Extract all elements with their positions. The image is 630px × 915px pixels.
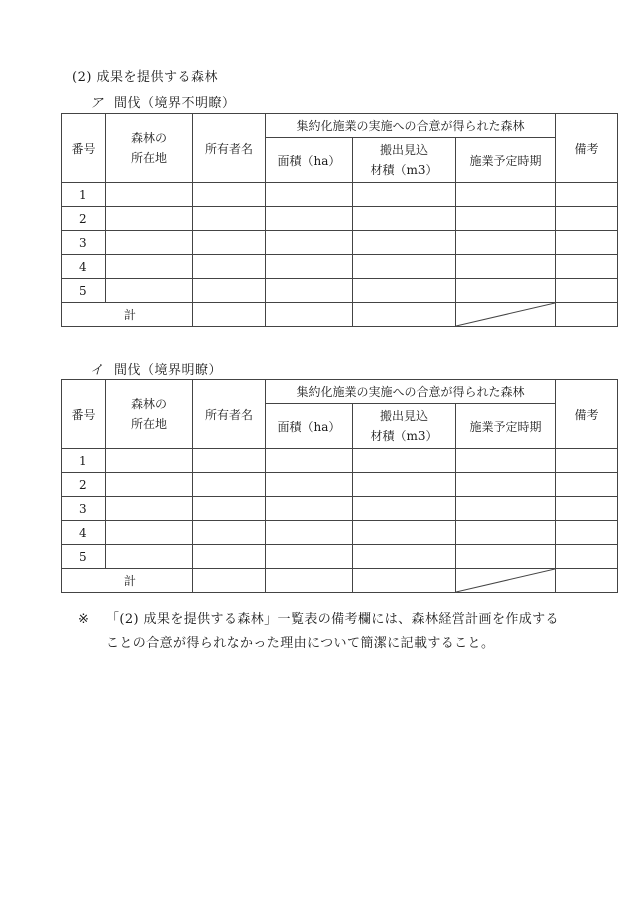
table-row (62, 279, 618, 303)
cell-area[interactable] (266, 449, 353, 473)
cell-schedule[interactable] (456, 545, 556, 569)
cell-schedule[interactable] (456, 521, 556, 545)
cell-volume[interactable] (353, 545, 456, 569)
cell-remarks[interactable] (556, 449, 618, 473)
header-volume-line2: 材積（m3） (370, 429, 438, 443)
cell-volume[interactable] (353, 207, 456, 231)
cell-schedule-crossed (456, 303, 556, 327)
cell-owner[interactable] (193, 473, 266, 497)
table-row (62, 207, 618, 231)
cell-volume[interactable] (353, 497, 456, 521)
header-volume-line2: 材積（m3） (370, 163, 438, 177)
cell-volume[interactable] (353, 255, 456, 279)
table-row (62, 183, 618, 207)
cell-volume[interactable] (353, 231, 456, 255)
header-schedule: 施業予定時期 (456, 404, 556, 449)
subsection-b-letter: イ (90, 363, 104, 378)
cell-remarks[interactable] (556, 231, 618, 255)
footnote-text1: 「(2) 成果を提供する森林」一覧表の備考欄には、森林経営計画を作成する (106, 612, 559, 627)
cell-location[interactable] (106, 473, 193, 497)
table-row (62, 449, 618, 473)
cell-location[interactable] (106, 449, 193, 473)
cell-volume-total[interactable] (353, 569, 456, 593)
cell-schedule[interactable] (456, 473, 556, 497)
cell-remarks-total[interactable] (556, 303, 618, 327)
cell-owner[interactable] (193, 497, 266, 521)
cell-location[interactable] (106, 183, 193, 207)
cell-area[interactable] (266, 279, 353, 303)
table-row (62, 521, 618, 545)
cell-volume[interactable] (353, 279, 456, 303)
cell-volume-total[interactable] (353, 303, 456, 327)
cell-area[interactable] (266, 545, 353, 569)
cell-area[interactable] (266, 521, 353, 545)
cell-owner-total[interactable] (193, 303, 266, 327)
row-number: 2 (62, 473, 106, 497)
header-owner: 所有者名 (193, 380, 266, 449)
cell-owner[interactable] (193, 521, 266, 545)
header-volume-line1: 搬出見込 (379, 143, 428, 157)
total-label: 計 (62, 303, 193, 327)
cell-location[interactable] (106, 521, 193, 545)
header-schedule: 施業予定時期 (456, 138, 556, 183)
cell-remarks-total[interactable] (556, 569, 618, 593)
table-row (62, 497, 618, 521)
header-location-line1: 森林の (130, 397, 167, 411)
cell-owner[interactable] (193, 207, 266, 231)
cell-location[interactable] (106, 207, 193, 231)
row-number: 5 (62, 279, 106, 303)
total-row (62, 569, 618, 593)
cell-remarks[interactable] (556, 279, 618, 303)
header-location-line2: 所在地 (130, 151, 167, 165)
cell-area-total[interactable] (266, 569, 353, 593)
cell-area[interactable] (266, 231, 353, 255)
cell-volume[interactable] (353, 521, 456, 545)
row-number: 2 (62, 207, 106, 231)
cell-schedule[interactable] (456, 183, 556, 207)
total-label: 計 (62, 569, 193, 593)
subsection-b-title (90, 359, 222, 378)
cell-area[interactable] (266, 255, 353, 279)
header-owner: 所有者名 (193, 114, 266, 183)
cell-volume[interactable] (353, 183, 456, 207)
diagonal-strike (456, 569, 555, 592)
cell-schedule[interactable] (456, 207, 556, 231)
cell-owner[interactable] (193, 449, 266, 473)
header-volume (353, 138, 456, 183)
cell-location[interactable] (106, 231, 193, 255)
cell-remarks[interactable] (556, 183, 618, 207)
header-volume (353, 404, 456, 449)
cell-owner[interactable] (193, 183, 266, 207)
cell-remarks[interactable] (556, 521, 618, 545)
cell-location[interactable] (106, 279, 193, 303)
footnote-line2: ことの合意が得られなかった理由について簡潔に記載すること。 (106, 636, 495, 651)
header-location (106, 380, 193, 449)
table-row (62, 231, 618, 255)
row-number: 1 (62, 449, 106, 473)
header-group: 集約化施業の実施への合意が得られた森林 (266, 380, 556, 404)
header-location-line2: 所在地 (130, 417, 167, 431)
header-area: 面積（ha） (266, 138, 353, 183)
header-number: 番号 (62, 380, 106, 449)
footnote (78, 608, 559, 656)
cell-schedule[interactable] (456, 449, 556, 473)
header-group: 集約化施業の実施への合意が得られた森林 (266, 114, 556, 138)
cell-area-total[interactable] (266, 303, 353, 327)
subsection-a-title (90, 92, 236, 111)
note-mark: ※ (78, 612, 90, 627)
cell-area[interactable] (266, 473, 353, 497)
table-row (62, 255, 618, 279)
cell-location[interactable] (106, 497, 193, 521)
cell-remarks[interactable] (556, 255, 618, 279)
cell-remarks[interactable] (556, 545, 618, 569)
total-row (62, 303, 618, 327)
header-volume-line1: 搬出見込 (379, 409, 428, 423)
cell-owner[interactable] (193, 279, 266, 303)
header-remarks: 備考 (556, 380, 618, 449)
row-number: 1 (62, 183, 106, 207)
cell-location[interactable] (106, 255, 193, 279)
row-number: 3 (62, 231, 106, 255)
cell-area[interactable] (266, 183, 353, 207)
cell-area[interactable] (266, 207, 353, 231)
cell-owner[interactable] (193, 545, 266, 569)
table-row (62, 545, 618, 569)
row-number: 4 (62, 255, 106, 279)
forest-table-clear-boundary (61, 379, 618, 593)
cell-schedule[interactable] (456, 231, 556, 255)
header-remarks: 備考 (556, 114, 618, 183)
cell-owner[interactable] (193, 231, 266, 255)
subsection-b-label: 間伐（境界明瞭） (114, 363, 223, 378)
cell-volume[interactable] (353, 473, 456, 497)
forest-table-unclear-boundary (61, 113, 618, 327)
row-number: 3 (62, 497, 106, 521)
row-number: 4 (62, 521, 106, 545)
subsection-a-label: 間伐（境界不明瞭） (114, 96, 236, 111)
row-number: 5 (62, 545, 106, 569)
cell-remarks[interactable] (556, 473, 618, 497)
table-row (62, 473, 618, 497)
cell-schedule[interactable] (456, 497, 556, 521)
cell-remarks[interactable] (556, 207, 618, 231)
subsection-a-letter: ア (90, 96, 104, 111)
header-location (106, 114, 193, 183)
cell-schedule[interactable] (456, 255, 556, 279)
cell-volume[interactable] (353, 449, 456, 473)
header-area: 面積（ha） (266, 404, 353, 449)
section-heading: (2) 成果を提供する森林 (72, 70, 219, 85)
cell-area[interactable] (266, 497, 353, 521)
header-number: 番号 (62, 114, 106, 183)
cell-owner[interactable] (193, 255, 266, 279)
cell-remarks[interactable] (556, 497, 618, 521)
cell-location[interactable] (106, 545, 193, 569)
header-location-line1: 森林の (130, 131, 167, 145)
cell-owner-total[interactable] (193, 569, 266, 593)
cell-schedule-crossed (456, 569, 556, 593)
footnote-line1 (78, 608, 559, 632)
diagonal-strike (456, 303, 555, 326)
cell-schedule[interactable] (456, 279, 556, 303)
